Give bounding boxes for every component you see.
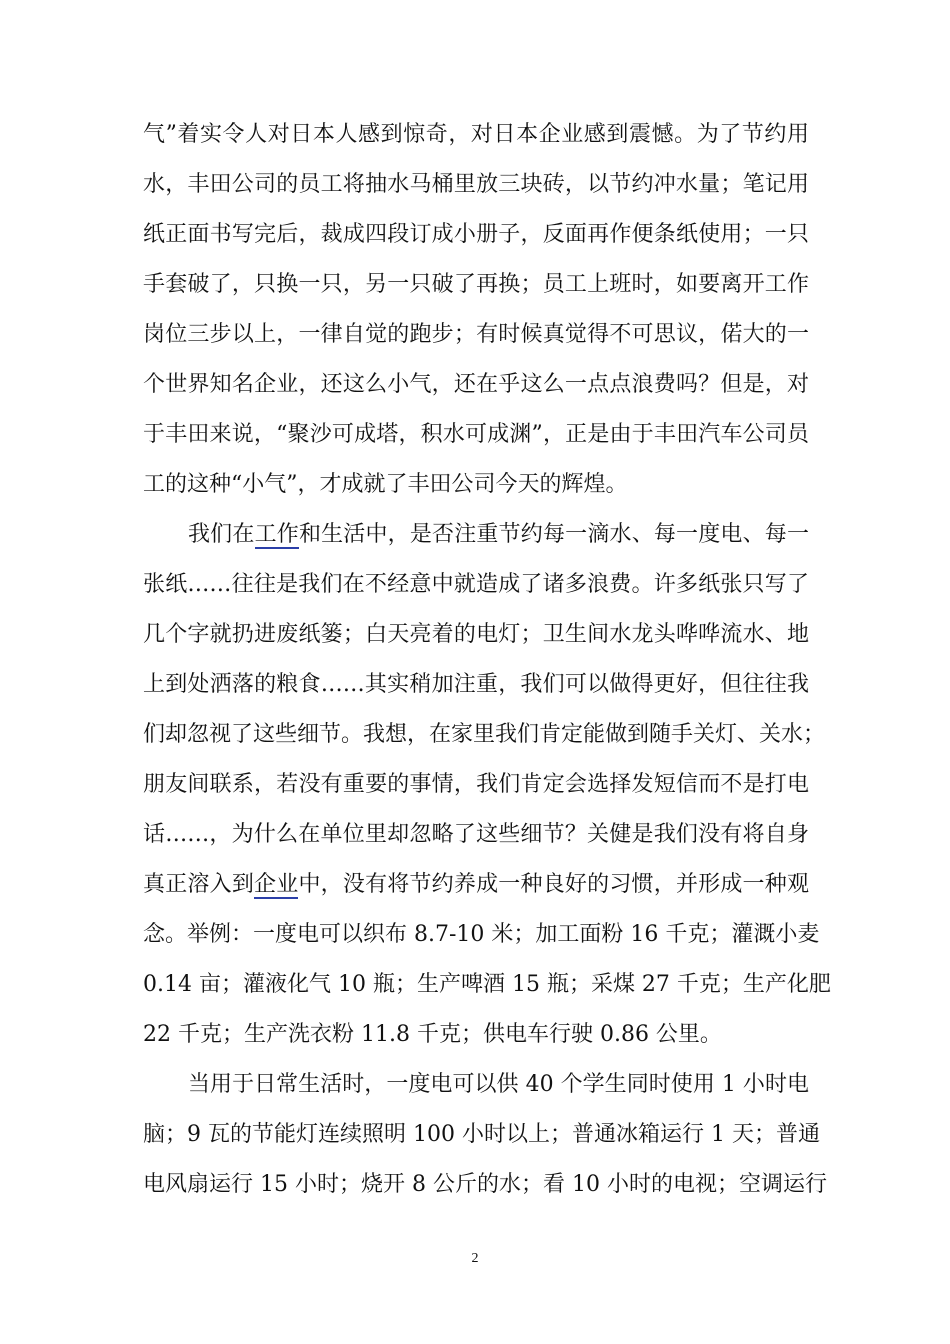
- text-line: [143, 868, 809, 902]
- text-line: 岗位三步以上，一律自觉的跑步；有时候真觉得不可思议，偌大的一: [143, 322, 809, 347]
- text-line: 脑；9 瓦的节能灯连续照明 100 小时以上；普通冰箱运行 1 天；普通: [143, 1122, 820, 1147]
- text-line: 电风扇运行 15 小时；烧开 8 公斤的水；看 10 小时的电视；空调运行: [143, 1172, 827, 1197]
- text-line: 纸正面书写完后，裁成四段订成小册子，反面再作便条纸使用；一只: [143, 222, 809, 247]
- text-line: [188, 518, 809, 552]
- text-segment: 我们在: [188, 522, 255, 547]
- text-line: 当用于日常生活时，一度电可以供 40 个学生同时使用 1 小时电: [188, 1072, 809, 1097]
- text-line: 手套破了，只换一只，另一只破了再换；员工上班时，如要离开工作: [143, 272, 809, 297]
- hyperlink-work[interactable]: 工作: [254, 522, 299, 547]
- text-segment: 中，没有将节约养成一种良好的习惯，并形成一种观: [298, 872, 809, 897]
- text-segment: 和生活中，是否注重节约每一滴水、每一度电、每一: [298, 522, 809, 547]
- text-line: 气”着实令人对日本人感到惊奇，对日本企业感到震憾。为了节约用: [143, 122, 809, 147]
- text-segment: 真正溶入到: [143, 872, 255, 897]
- text-line: 工的这种“小气”，才成就了丰田公司今天的辉煌。: [143, 472, 628, 497]
- text-line: 水，丰田公司的员工将抽水马桶里放三块砖，以节约冲水量；笔记用: [143, 172, 809, 197]
- text-line: 0.14 亩；灌液化气 10 瓶；生产啤酒 15 瓶；采煤 27 千克；生产化肥: [143, 972, 831, 997]
- page-number: 2: [471, 1251, 479, 1266]
- text-line: 话……，为什么在单位里却忽略了这些细节？关健是我们没有将自身: [143, 822, 809, 847]
- text-line: 们却忽视了这些细节。我想，在家里我们肯定能做到随手关灯、关水；: [143, 722, 826, 747]
- text-line: 几个字就扔进废纸篓；白天亮着的电灯；卫生间水龙头哗哗流水、地: [143, 622, 809, 647]
- text-line: 22 千克；生产洗衣粉 11.8 千克；供电车行驶 0.86 公里。: [143, 1022, 722, 1047]
- hyperlink-enterprise[interactable]: 企业: [254, 872, 299, 897]
- text-line: 个世界知名企业，还这么小气，还在乎这么一点点浪费吗？但是，对: [143, 372, 809, 397]
- text-line: 于丰田来说，“聚沙可成塔，积水可成渊”，正是由于丰田汽车公司员: [143, 422, 809, 447]
- text-line: 上到处洒落的粮食……其实稍加注重，我们可以做得更好，但往往我: [143, 672, 809, 697]
- text-line: 朋友间联系，若没有重要的事情，我们肯定会选择发短信而不是打电: [143, 772, 809, 797]
- text-line: 张纸……往往是我们在不经意中就造成了诸多浪费。许多纸张只写了: [143, 572, 809, 597]
- text-line: 念。举例：一度电可以织布 8.7-10 米；加工面粉 16 千克；灌溉小麦: [143, 922, 820, 947]
